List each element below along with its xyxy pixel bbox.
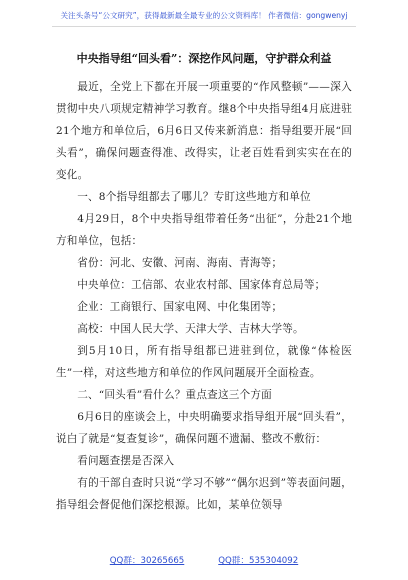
paragraph-meeting: 6月6日的座谈会上，中央明确要求指导组开展“回头看”，说白了就是“复查复诊”，确保问题不遗漏、整改不敷衍： [56,411,352,445]
header-divider [52,26,356,27]
footer-qq-group-1[interactable]: QQ群：30265665 [109,556,185,566]
list-item-enterprises: 企业：工商银行、国家电网、中化集团等； [77,301,283,313]
header-note: 关注头条号“公文研究”，获得最新最全最专业的公文资料库！ 作者微信：gongwenyj [60,11,348,20]
section-heading-1: 一、8个指导组都去了哪儿？专盯这些地方和单位 [77,191,311,203]
document-title: 中央指导组“回头看”：深挖作风问题，守护群众利益 [76,52,332,65]
footer-qq-group-2[interactable]: QQ群：535304092 [218,556,299,566]
paragraph-arrival: 到5月10日，所有指导组都已进驻到位，就像“体检医生”一样，对这些地方和单位的作风问题展开全面检查。 [56,345,352,379]
subheading-check-depth: 看问题查摆是否深入 [77,455,175,467]
paragraph-intro: 最近，全党上下都在开展一项重要的“作风整顿”——深入贯彻中央八项规定精神学习教育。继8个中央指导组4月底进驻21个地方和单位后，6月6日又传来新消息：指导组要开展“回头看”，确保问题查得准、改得实，让老百姓看到实实在在的变化。 [56,81,352,181]
document-body [56,52,352,516]
footer-contact [0,554,408,566]
list-item-universities: 高校：中国人民大学、天津大学、吉林大学等。 [77,323,304,335]
list-item-provinces: 省份：河北、安徽、河南、海南、青海等； [77,257,283,269]
section-heading-2: 二、“回头看”看什么？重点查这三个方面 [77,389,272,401]
paragraph-self-check: 有的干部自查时只说“学习不够”“偶尔迟到”等表面问题，指导组会督促他们深挖根源。比如，某单位领导 [56,477,352,511]
paragraph-deployment: 4月29日，8个中央指导组带着任务“出征”，分赴21个地方和单位，包括： [56,213,352,247]
list-item-central-units: 中央单位：工信部、农业农村部、国家体育总局等； [77,279,326,291]
